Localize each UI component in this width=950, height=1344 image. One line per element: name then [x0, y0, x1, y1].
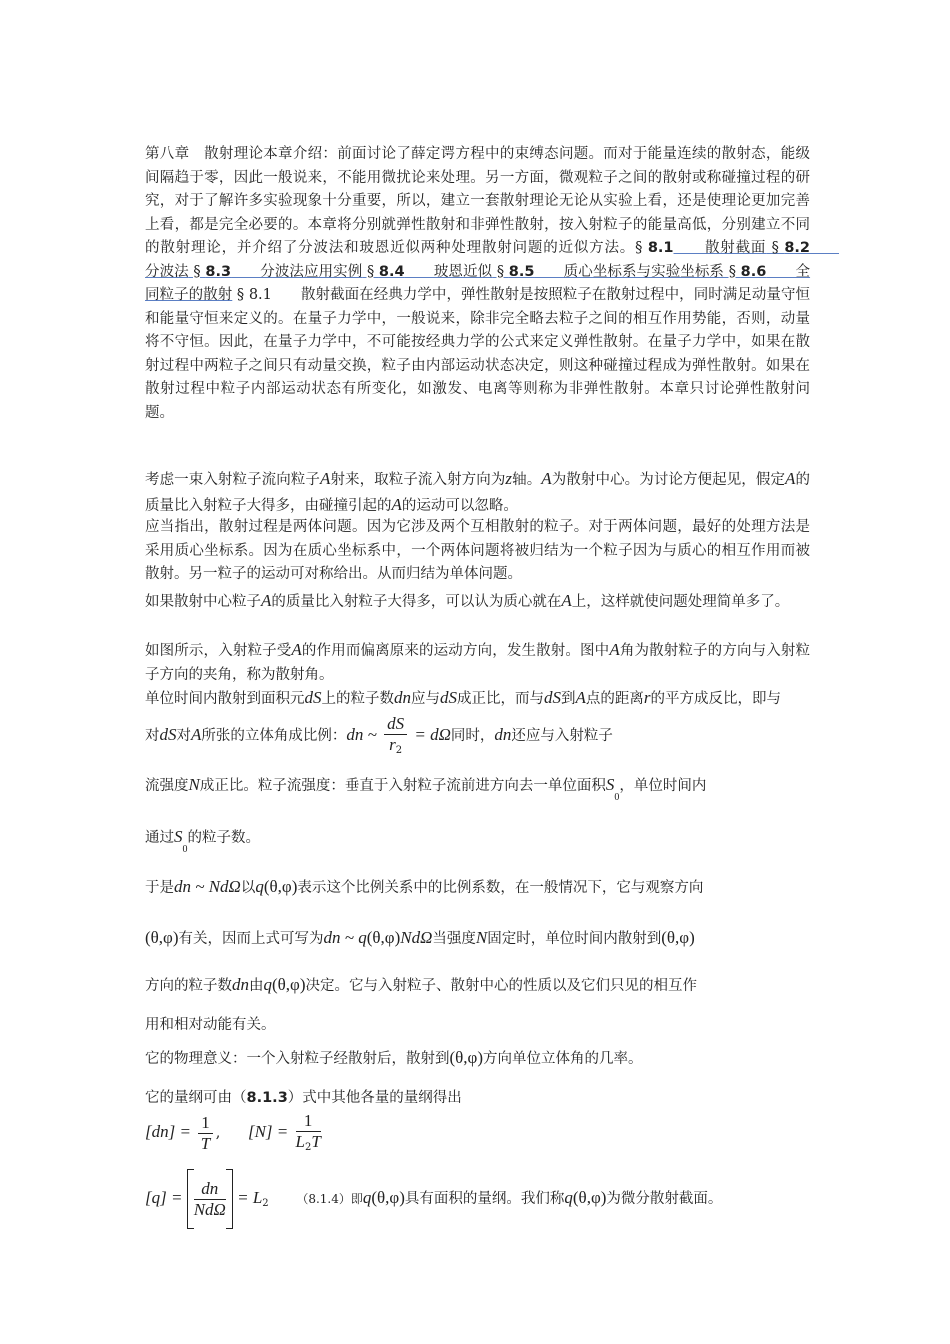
symbol-A: A: [391, 494, 402, 514]
text: 考虑一束入射粒子流向粒子: [145, 472, 320, 488]
text: 的作用而偏离原来的运动方向，发生散射。图中: [301, 643, 610, 659]
fraction-numerator: dS: [384, 714, 407, 735]
symbol-dS: dS: [304, 688, 322, 707]
paragraph-direction: [145, 973, 810, 999]
equation-dn-NdOmega: dn ~ NdΩ: [174, 877, 241, 896]
symbol-A: A: [261, 591, 272, 610]
text: 成正比。粒子流强度：垂直于入射粒子流前进方向去一单位面积: [199, 778, 606, 794]
text: 的运动可以忽略。: [401, 497, 518, 514]
text: 还应与入射粒子: [511, 728, 613, 744]
text: 以: [240, 880, 256, 896]
toc-num-8-4[interactable]: 8.4: [378, 263, 405, 280]
fraction-denominator: T: [200, 1133, 211, 1153]
paragraph-through: [145, 825, 810, 855]
symbol-theta-phi: (θ,φ): [371, 1188, 405, 1207]
toc-item-8-2[interactable]: 分波法: [145, 240, 840, 280]
symbol-S: S: [605, 775, 615, 794]
text: 对: [145, 728, 160, 744]
text: 到: [561, 691, 576, 707]
paragraph-solid-angle-cont: 对dS对A所张的立体角成比例：dn ~ $\frac{dS}{r_2}$ = dΩ同时，dn还应与入射粒子: [145, 714, 613, 756]
symbol-A: A: [785, 469, 796, 488]
symbol-A: A: [609, 640, 620, 659]
paragraph-scattering-angle: [145, 638, 810, 687]
text: 方向的粒子数: [145, 978, 232, 994]
paragraph-dimension: [145, 1087, 810, 1111]
toc-item-8-1[interactable]: 散射截面: [673, 240, 767, 256]
equation-ref: 8.1.3: [246, 1090, 288, 1106]
symbol-N: N: [188, 775, 200, 794]
dim-N-lhs: [N] =: [247, 1122, 293, 1141]
toc-item-8-5[interactable]: 质心坐标系与实验坐标系: [534, 263, 725, 280]
text: 所张的立体角成比例：: [201, 728, 347, 744]
dim-q-lhs: [q] =: [145, 1188, 187, 1207]
text: 方向单位立体角的几率。: [483, 1051, 643, 1067]
text: 表示这个比例关系中的比例系数，在一般情况下，它与观察方向: [297, 880, 704, 896]
toc-num-8-3[interactable]: 8.3: [205, 263, 232, 280]
text: 流强度: [145, 778, 189, 794]
text: 具有面积的量纲。我们称: [404, 1191, 565, 1207]
dim-q-rhs: = L: [232, 1188, 263, 1207]
text: 的粒子数。: [187, 830, 260, 846]
toc-item-8-3[interactable]: 分波法应用实例: [231, 263, 363, 280]
paragraph-solid-angle: [145, 686, 810, 712]
symbol-dn: dn: [494, 725, 512, 744]
text: ，单位时间内: [619, 778, 707, 794]
toc-item-8-6[interactable]: 全同粒子的散射: [145, 263, 811, 303]
symbol-theta-phi: (θ,φ): [449, 1048, 484, 1067]
text: 固定时，单位时间内散射到: [487, 931, 662, 947]
symbol-r: r: [643, 688, 651, 707]
symbol-N: N: [475, 928, 488, 947]
paragraph-flux: [145, 773, 810, 803]
subscript-0: 0: [614, 792, 620, 803]
symbol-theta-phi: (θ,φ): [572, 1188, 607, 1207]
symbol-A: A: [291, 640, 302, 659]
text: 上，这样就使问题处理简单多了。: [571, 594, 790, 610]
symbol-q: q: [362, 1188, 372, 1207]
fraction-1-over-L2T: [296, 1111, 321, 1155]
section-8-1-text: § 8.1 散射截面在经典力学中，弹性散射是按照粒子在散射过程中，同时满足动量守恒和能量守恒来定义的。在量子力学中，一般说来，除非完全略去粒子之间的相互作用势能，否则，动量将不守恒。因此，在量子力学中，不可能按经典力学的公式来定义弹性散射。在量子力学中，如果在散射过程中两粒子之间只有动量交换，粒子由内部运动状态决定，则这种碰撞过程成为弹性散射。如果在散射过程中粒子内部运动状态有所变化，如激发、电离等则称为非弹性散射。本章只讨论弹性散射问题。: [145, 287, 810, 421]
symbol-theta-phi: (θ,φ): [263, 877, 298, 896]
text: 用和相对动能有关。: [145, 1017, 276, 1033]
symbol-dS: dS: [159, 725, 177, 744]
fraction-numerator: 1: [296, 1111, 321, 1132]
text: 由: [249, 978, 264, 994]
equation-lhs: dn ~: [346, 725, 382, 744]
symbol-A: A: [541, 469, 552, 488]
fraction-dn-over-NdOmega: [194, 1179, 226, 1220]
text: 如图所示，入射粒子受: [145, 643, 292, 659]
text: 为微分散射截面。: [606, 1191, 723, 1207]
symbol-T: T: [311, 1132, 321, 1151]
toc-item-8-4[interactable]: 玻恩近似: [404, 263, 493, 280]
text: 于是: [145, 880, 174, 896]
symbol-dn: dn: [394, 688, 411, 707]
symbol-theta-phi: (θ,φ): [272, 975, 306, 994]
text: 通过: [145, 830, 174, 846]
text: 它的量纲可由（: [145, 1090, 247, 1106]
intro-paragraph: 第八章 散射理论本章介绍：前面讨论了薛定谔方程中的束缚态问题。而对于能量连续的散射态，能级间隔趋于零，因此一般说来，不能用微扰论来处理。另一方面，微观粒子之间的散射或称碰撞过程的研究，对于了解许多实验现象十分重要，所以，建立一套散射理论无论从实验上看，还是使理论更加完善上看，都是完全必要的。本章将分别就弹性散射和非弹性散射，按入射粒子的能量高低，分别建立不同的散射理论，并介绍了分波法和玻恩近似两种处理散射问题的近似方法。§ 8.1 散射截面 § 8.2 分波法 § 8.3 分波法应用实例 § 8.4 玻恩近似 § 8.5 质心坐标系与实验坐标系 § 8.6 全同粒子的散射 § 8.1 散射截面在经典力学中，弹性散射是按照粒子在散射过程中，同时满足动量守恒和能量守恒来定义的。在量子力学中，一般说来，除非完全略去粒子之间的相互作用势能，否则，动量将不守恒。因此，在量子力学中，不可能按经典力学的公式来定义弹性散射。在量子力学中，如果在散射过程中两粒子之间只有动量交换，粒子由内部运动状态决定，则这种碰撞过程成为弹性散射。如果在散射过程中粒子内部运动状态有所变化，如激发、电离等则称为非弹性散射。本章只讨论弹性散射问题。: [145, 146, 840, 421]
text: 的平方成反比，即与: [650, 691, 782, 707]
text: 为散射中心。为讨论方便起见，假定: [551, 472, 786, 488]
equation-part: dn ~ q: [323, 928, 367, 947]
symbol-dS: dS: [544, 688, 561, 707]
symbol-A: A: [191, 725, 202, 744]
symbol-q: q: [263, 975, 272, 994]
text: 成正比，而与: [457, 691, 544, 707]
toc-num-8-2[interactable]: 8.2: [784, 240, 811, 256]
symbol-A: A: [561, 591, 572, 610]
exponent: 2: [262, 1198, 269, 1209]
symbol-dS: dS: [440, 688, 457, 707]
dimension-equations: [dn] = $\frac{1}{T}$ , [N] = $\frac{1}{L_2T}$: [145, 1111, 321, 1153]
text: 的质量比入射粒子大得多，由碰撞引起的: [145, 472, 811, 514]
text: 决定。它与入射粒子、散射中心的性质以及它们只见的相互作: [305, 978, 698, 994]
fraction-denominator: NdΩ: [193, 1199, 226, 1219]
exponent: 2: [304, 1142, 312, 1153]
text: ）式中其他各量的量纲得出: [287, 1090, 462, 1106]
dimension-q: [145, 1168, 810, 1231]
symbol-L: L: [295, 1132, 305, 1151]
text: 的质量比入射粒子大得多，可以认为质心就在: [271, 594, 562, 610]
text: 如果散射中心粒子: [145, 594, 261, 610]
text: 角为散射粒子的方向与入射粒子方向的夹角，称为散射角。: [145, 643, 811, 683]
toc-num-8-1[interactable]: 8.1: [647, 240, 674, 256]
text: 它的物理意义：一个入射粒子经散射后，散射到: [145, 1051, 450, 1067]
paragraph-rewritten: [145, 926, 810, 952]
text: 同时，: [450, 728, 495, 744]
symbol-A: A: [575, 688, 586, 707]
paragraph-proportionality: [145, 875, 810, 901]
text: 射来，取粒子流入射方向为: [330, 472, 506, 488]
paragraph-kinetic: [145, 1014, 810, 1038]
equation-tag: （8.1.4）即: [296, 1192, 363, 1206]
paragraph-incident-beam: [145, 467, 810, 518]
dim-dn-lhs: [dn] =: [145, 1122, 196, 1141]
exponent: 2: [395, 745, 403, 756]
equation-part: NdΩ: [400, 928, 433, 947]
symbol-A: A: [319, 469, 331, 488]
toc-num-8-6[interactable]: 8.6: [740, 263, 767, 280]
text: 当强度: [432, 931, 476, 947]
equation-rhs: = dΩ: [410, 725, 451, 744]
bracket-fraction: [187, 1169, 233, 1229]
fraction-dS-over-r2: [384, 714, 407, 758]
toc-num-8-5[interactable]: 8.5: [508, 263, 535, 280]
text: 单位时间内散射到面积元: [145, 691, 305, 707]
fraction-numerator: dn: [194, 1179, 226, 1200]
fraction-1-over-T: [198, 1113, 213, 1154]
symbol-theta-phi: (θ,φ): [145, 928, 179, 947]
subscript-0: 0: [182, 844, 188, 855]
symbol-q: q: [564, 1188, 573, 1207]
intro-text: 第八章 散射理论本章介绍：前面讨论了薛定谔方程中的束缚态问题。而对于能量连续的散射态，能级间隔趋于零，因此一般说来，不能用微扰论来处理。另一方面，微观粒子之间的散射或称碰撞过程的研究，对于了解许多实验现象十分重要，所以，建立一套散射理论无论从实验上看，还是使理论更加完善上看，都是完全必要的。本章将分别就弹性散射和非弹性散射，按入射粒子的能量高低，分别建立不同的散射理论，并介绍了分波法和玻恩近似两种处理散射问题的近似方法。§: [145, 146, 810, 256]
paragraph-meaning: [145, 1046, 810, 1072]
text: 应与: [411, 691, 440, 707]
symbol-theta-phi: (θ,φ): [661, 928, 695, 947]
fraction-denominator: r: [389, 735, 396, 754]
symbol-z: z: [505, 469, 513, 488]
text: 点的距离: [585, 691, 644, 707]
text: 轴。: [512, 472, 542, 488]
fraction-numerator: 1: [198, 1113, 213, 1134]
symbol-S: S: [174, 827, 183, 846]
text: 有关，因而上式可写为: [178, 931, 324, 947]
paragraph-two-body: [145, 516, 810, 587]
text: 上的粒子数: [321, 691, 394, 707]
symbol-q: q: [255, 877, 264, 896]
paragraph-center-of-mass: [145, 589, 810, 615]
symbol-theta-phi: (θ,φ): [366, 928, 401, 947]
text: 应当指出，散射过程是两体问题。因为它涉及两个互相散射的粒子。对于两体问题，最好的处理方法是采用质心坐标系。因为在质心坐标系中，一个两体问题将被归结为一个粒子因为与质心的相互作用而被散射。另一粒子的运动可对称给出。从而归结为单体问题。: [145, 519, 810, 582]
symbol-dn: dn: [232, 975, 249, 994]
